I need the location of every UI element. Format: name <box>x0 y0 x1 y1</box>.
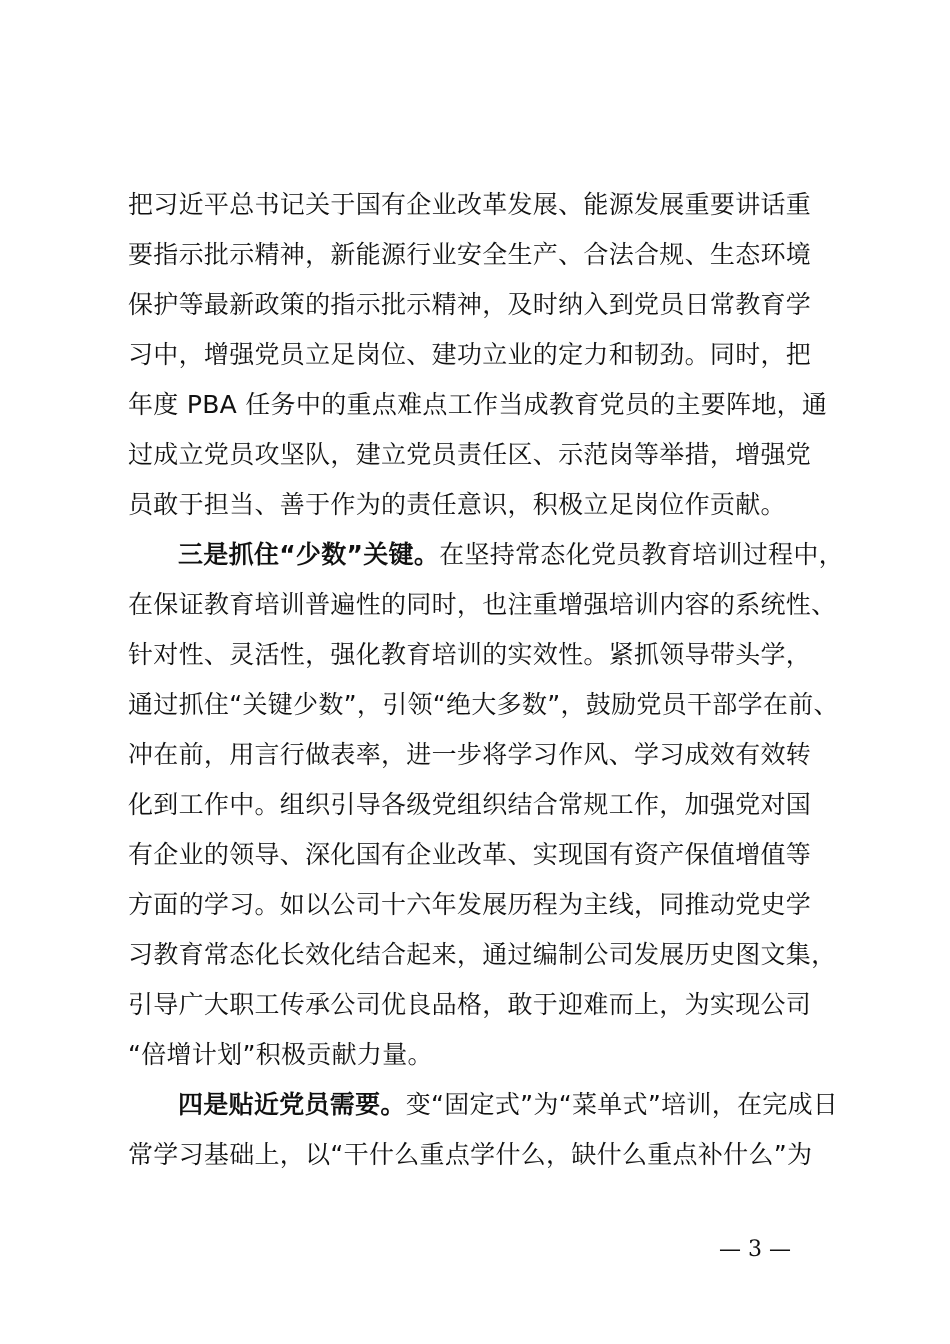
paragraph-line: 保护等最新政策的指示批示精神，及时纳入到党员日常教育学 <box>128 290 812 319</box>
paragraph-line: “倍增计划”积极贡献力量。 <box>128 1040 433 1069</box>
paragraph-line: 员敢于担当、善于作为的责任意识，积极立足岗位作贡献。 <box>128 490 786 519</box>
paragraph-line: 化到工作中。组织引导各级党组织结合常规工作，加强党对国 <box>128 790 812 819</box>
paragraph-line: 年度 PBA 任务中的重点难点工作当成教育党员的主要阵地，通 <box>128 390 828 419</box>
paragraph-line: 习教育常态化长效化结合起来，通过编制公司发展历史图文集， <box>128 940 837 969</box>
paragraph-line: 习中，增强党员立足岗位、建功立业的定力和韧劲。同时，把 <box>128 340 812 369</box>
page-number: — 3 — <box>719 1237 791 1262</box>
paragraph-line: 三是抓住“少数”关键。在坚持常态化党员教育培训过程中， <box>178 540 844 569</box>
section-heading: 四是贴近党员需要。 <box>178 1090 406 1119</box>
paragraph-line: 把习近平总书记关于国有企业改革发展、能源发展重要讲话重 <box>128 190 812 219</box>
paragraph-line: 有企业的领导、深化国有企业改革、实现国有资产保值增值等 <box>128 840 812 869</box>
paragraph-line: 常学习基础上，以“干什么重点学什么，缺什么重点补什么”为 <box>128 1140 813 1169</box>
paragraph-line: 要指示批示精神，新能源行业安全生产、合法合规、生态环境 <box>128 240 812 269</box>
paragraph-line: 引导广大职工传承公司优良品格，敢于迎难而上，为实现公司 <box>128 990 812 1019</box>
paragraph-line: 通过抓住“关键少数”，引领“绝大多数”，鼓励党员干部学在前、 <box>128 690 839 719</box>
paragraph-line: 针对性、灵活性，强化教育培训的实效性。紧抓领导带头学， <box>128 640 812 669</box>
paragraph-line: 过成立党员攻坚队，建立党员责任区、示范岗等举措，增强党 <box>128 440 812 469</box>
paragraph-line: 在保证教育培训普遍性的同时，也注重增强培训内容的系统性、 <box>128 590 837 619</box>
paragraph-line: 冲在前，用言行做表率，进一步将学习作风、学习成效有效转 <box>128 740 812 769</box>
section-heading: 三是抓住“少数”关键。 <box>178 540 440 569</box>
paragraph-line: 四是贴近党员需要。变“固定式”为“菜单式”培训，在完成日 <box>178 1090 839 1119</box>
paragraph-line: 方面的学习。如以公司十六年发展历程为主线，同推动党史学 <box>128 890 812 919</box>
